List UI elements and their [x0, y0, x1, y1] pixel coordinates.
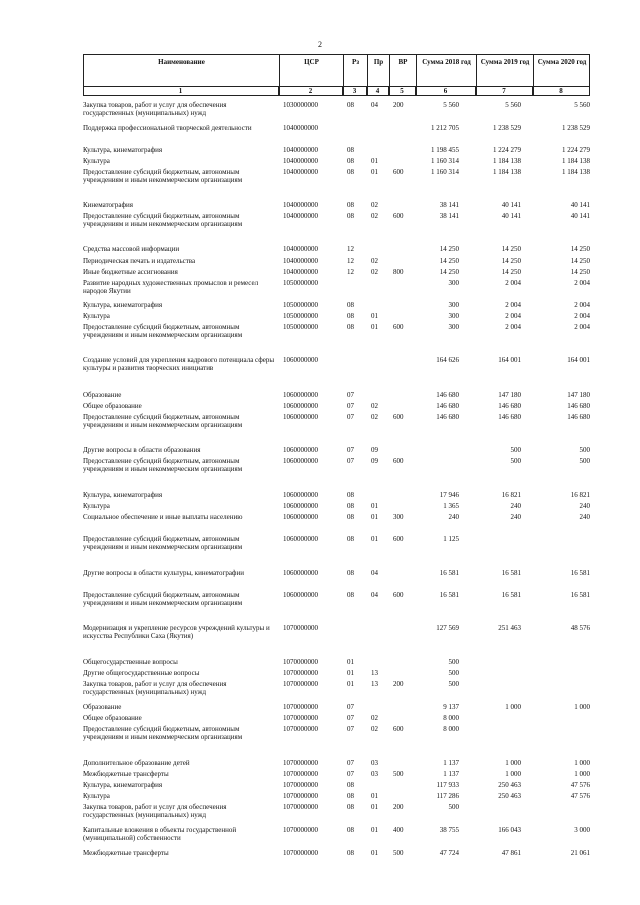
row-pr: 13	[371, 669, 378, 677]
row-rz: 08	[347, 301, 354, 309]
header-number: 2	[278, 87, 342, 96]
row-sum-2018: 164 626	[436, 356, 459, 364]
row-sum-2019: 2 004	[505, 301, 521, 309]
row-vr: 300	[393, 513, 404, 521]
row-rz: 07	[347, 770, 354, 778]
row-sum-2018: 38 755	[439, 826, 459, 834]
header-number: 8	[532, 87, 589, 96]
row-name: Культура	[83, 157, 110, 165]
header-sum-2020: Сумма 2020 год	[533, 55, 590, 95]
row-sum-2018: 127 569	[436, 624, 459, 632]
row-csr: 1070000000	[283, 759, 318, 767]
row-sum-2020: 14 250	[570, 245, 590, 253]
row-sum-2018: 14 250	[439, 245, 459, 253]
row-csr: 1040000000	[283, 268, 318, 276]
row-sum-2018: 38 141	[439, 212, 459, 220]
row-csr: 1060000000	[283, 513, 318, 521]
row-sum-2018: 14 250	[439, 268, 459, 276]
row-name: Другие общегосударственные вопросы	[83, 669, 200, 677]
row-pr: 02	[371, 201, 378, 209]
row-csr: 1070000000	[283, 826, 318, 834]
row-sum-2020: 2 004	[574, 301, 590, 309]
row-sum-2019: 1 000	[505, 770, 521, 778]
header-csr: ЦСР	[279, 55, 343, 95]
row-rz: 08	[347, 491, 354, 499]
row-sum-2018: 500	[448, 803, 459, 811]
row-sum-2019: 47 861	[501, 849, 521, 857]
row-sum-2020: 147 180	[567, 391, 590, 399]
header-number: 1	[178, 87, 183, 95]
row-vr: 600	[393, 591, 404, 599]
row-sum-2019: 16 821	[501, 491, 521, 499]
row-csr: 1070000000	[283, 781, 318, 789]
row-csr: 1060000000	[283, 569, 318, 577]
header-number: 7	[475, 87, 532, 96]
row-rz: 08	[347, 535, 354, 543]
row-csr: 1040000000	[283, 245, 318, 253]
row-pr: 02	[371, 402, 378, 410]
row-sum-2018: 1 137	[443, 770, 459, 778]
row-sum-2020: 40 141	[570, 212, 590, 220]
row-name: Дополнительное образование детей	[83, 759, 190, 767]
row-name: Предоставление субсидий бюджетным, автономным учреждениям и иным некоммерческим организациям	[83, 413, 243, 429]
row-pr: 01	[371, 792, 378, 800]
row-csr: 1060000000	[283, 356, 318, 364]
row-pr: 03	[371, 770, 378, 778]
row-sum-2020: 16 581	[570, 591, 590, 599]
row-rz: 08	[347, 513, 354, 521]
row-sum-2018: 1 212 705	[431, 124, 459, 132]
row-rz: 07	[347, 703, 354, 711]
row-sum-2018: 117 933	[436, 781, 459, 789]
row-sum-2020: 21 061	[570, 849, 590, 857]
row-name: Общегосударственные вопросы	[83, 658, 178, 666]
row-sum-2019: 2 004	[505, 279, 521, 287]
row-csr: 1070000000	[283, 703, 318, 711]
row-sum-2020: 1 224 279	[562, 146, 590, 154]
row-sum-2019: 1 184 138	[493, 168, 521, 176]
row-sum-2018: 1 160 314	[431, 168, 459, 176]
row-csr: 1050000000	[283, 312, 318, 320]
row-sum-2020: 1 000	[574, 770, 590, 778]
row-name: Иные бюджетные ассигнования	[83, 268, 178, 276]
row-csr: 1040000000	[283, 212, 318, 220]
row-csr: 1040000000	[283, 168, 318, 176]
row-sum-2019: 1 184 138	[493, 157, 521, 165]
row-sum-2018: 1 160 314	[431, 157, 459, 165]
row-name: Создание условий для укрепления кадрового потенциала сферы культуры и развития творческих инициатив	[83, 356, 275, 372]
row-csr: 1050000000	[283, 279, 318, 287]
row-sum-2020: 2 004	[574, 323, 590, 331]
row-name: Культура	[83, 312, 110, 320]
row-rz: 08	[347, 826, 354, 834]
row-csr: 1040000000	[283, 124, 318, 132]
row-name: Другие вопросы в области культуры, кинематографии	[83, 569, 244, 577]
row-csr: 1070000000	[283, 770, 318, 778]
row-csr: 1070000000	[283, 803, 318, 811]
row-sum-2018: 240	[448, 513, 459, 521]
row-rz: 08	[347, 502, 354, 510]
row-csr: 1070000000	[283, 849, 318, 857]
row-name: Предоставление субсидий бюджетным, автономным учреждениям и иным некоммерческим организациям	[83, 168, 243, 184]
row-rz: 12	[347, 257, 354, 265]
row-pr: 01	[371, 168, 378, 176]
row-sum-2019: 1 000	[505, 759, 521, 767]
row-sum-2018: 47 724	[439, 849, 459, 857]
row-rz: 08	[347, 168, 354, 176]
row-vr: 600	[393, 413, 404, 421]
row-sum-2019: 16 581	[501, 591, 521, 599]
row-vr: 600	[393, 725, 404, 733]
row-sum-2019: 2 004	[505, 312, 521, 320]
row-name: Кинематография	[83, 201, 134, 209]
row-sum-2020: 3 000	[574, 826, 590, 834]
row-sum-2019: 1 000	[505, 703, 521, 711]
row-sum-2018: 146 680	[436, 391, 459, 399]
row-csr: 1070000000	[283, 658, 318, 666]
row-vr: 500	[393, 770, 404, 778]
row-pr: 02	[371, 268, 378, 276]
row-name: Культура, кинематография	[83, 491, 163, 499]
row-sum-2020: 146 680	[567, 413, 590, 421]
row-name: Модернизация и укрепление ресурсов учреждений культуры и искусства Республики Саха (Якутия)	[83, 624, 270, 640]
row-sum-2018: 8 000	[443, 725, 459, 733]
header-rz: Рз	[343, 55, 367, 95]
row-name: Предоставление субсидий бюджетным, автономным учреждениям и иным некоммерческим организациям	[83, 725, 243, 741]
row-name: Культура	[83, 502, 110, 510]
row-name: Культура, кинематография	[83, 781, 163, 789]
row-csr: 1060000000	[283, 391, 318, 399]
row-pr: 09	[371, 446, 378, 454]
row-sum-2020: 14 250	[570, 257, 590, 265]
row-vr: 600	[393, 168, 404, 176]
row-sum-2018: 38 141	[439, 201, 459, 209]
row-name: Капитальные вложения в объекты государственной (муниципальной) собственности	[83, 826, 237, 842]
row-sum-2020: 47 576	[570, 792, 590, 800]
row-name: Закупка товаров, работ и услуг для обеспечения государственных (муниципальных) нужд	[83, 803, 227, 819]
row-sum-2019: 147 180	[498, 391, 521, 399]
row-name: Образование	[83, 391, 122, 399]
row-name: Другие вопросы в области образования	[83, 446, 201, 454]
header-sum-2019: Сумма 2019 год	[476, 55, 533, 95]
row-sum-2018: 14 250	[439, 257, 459, 265]
row-pr: 01	[371, 157, 378, 165]
row-name: Социальное обеспечение и иные выплаты населению	[83, 513, 243, 521]
row-rz: 08	[347, 849, 354, 857]
row-sum-2018: 16 581	[439, 591, 459, 599]
row-sum-2020: 1 000	[574, 759, 590, 767]
row-pr: 02	[371, 725, 378, 733]
row-sum-2020: 500	[579, 457, 590, 465]
row-rz: 08	[347, 591, 354, 599]
row-name: Образование	[83, 703, 122, 711]
row-sum-2019: 16 581	[501, 569, 521, 577]
row-rz: 08	[347, 312, 354, 320]
row-rz: 08	[347, 201, 354, 209]
row-sum-2020: 14 250	[570, 268, 590, 276]
row-csr: 1050000000	[283, 323, 318, 331]
row-csr: 1060000000	[283, 413, 318, 421]
row-rz: 01	[347, 669, 354, 677]
row-csr: 1060000000	[283, 535, 318, 543]
row-rz: 08	[347, 212, 354, 220]
row-rz: 12	[347, 245, 354, 253]
row-sum-2018: 146 680	[436, 413, 459, 421]
row-rz: 08	[347, 792, 354, 800]
row-sum-2020: 40 141	[570, 201, 590, 209]
row-vr: 600	[393, 212, 404, 220]
row-name: Культура, кинематография	[83, 146, 163, 154]
row-csr: 1070000000	[283, 624, 318, 632]
row-name: Закупка товаров, работ и услуг для обеспечения государственных (муниципальных) нужд	[83, 680, 227, 696]
row-sum-2018: 500	[448, 669, 459, 677]
row-pr: 01	[371, 803, 378, 811]
row-pr: 02	[371, 212, 378, 220]
row-name: Межбюджетные трансферты	[83, 849, 169, 857]
row-sum-2018: 9 137	[443, 703, 459, 711]
row-name: Предоставление субсидий бюджетным, автономным учреждениям и иным некоммерческим организациям	[83, 591, 243, 607]
row-pr: 01	[371, 826, 378, 834]
row-sum-2019: 251 463	[498, 624, 521, 632]
row-sum-2020: 240	[579, 502, 590, 510]
row-csr: 1070000000	[283, 792, 318, 800]
row-pr: 02	[371, 257, 378, 265]
row-name: Периодическая печать и издательства	[83, 257, 196, 265]
row-rz: 07	[347, 714, 354, 722]
row-name: Предоставление субсидий бюджетным, автономным учреждениям и иным некоммерческим организациям	[83, 212, 243, 228]
row-sum-2019: 40 141	[501, 201, 521, 209]
row-sum-2018: 500	[448, 658, 459, 666]
row-pr: 01	[371, 513, 378, 521]
row-rz: 07	[347, 457, 354, 465]
row-rz: 07	[347, 446, 354, 454]
header-number: 5	[388, 87, 415, 96]
row-rz: 08	[347, 146, 354, 154]
row-csr: 1060000000	[283, 502, 318, 510]
row-rz: 07	[347, 725, 354, 733]
row-csr: 1060000000	[283, 591, 318, 599]
row-sum-2019: 40 141	[501, 212, 521, 220]
row-name: Предоставление субсидий бюджетным, автономным учреждениям и иным некоммерческим организациям	[83, 457, 243, 473]
row-rz: 01	[347, 680, 354, 688]
row-rz: 07	[347, 391, 354, 399]
row-sum-2019: 14 250	[501, 268, 521, 276]
row-name: Развитие народных художественных промыслов и ремесел народов Якутии	[83, 279, 259, 295]
row-csr: 1040000000	[283, 201, 318, 209]
row-sum-2019: 1 238 529	[493, 124, 521, 132]
row-csr: 1060000000	[283, 446, 318, 454]
row-name: Межбюджетные трансферты	[83, 770, 169, 778]
row-name: Средства массовой информации	[83, 245, 180, 253]
row-sum-2019: 240	[510, 502, 521, 510]
row-pr: 03	[371, 759, 378, 767]
row-sum-2019: 5 560	[505, 101, 521, 109]
row-pr: 02	[371, 714, 378, 722]
row-sum-2018: 1 125	[443, 535, 459, 543]
row-sum-2020: 16 821	[570, 491, 590, 499]
row-pr: 13	[371, 680, 378, 688]
row-name: Культура, кинематография	[83, 301, 163, 309]
row-pr: 04	[371, 591, 378, 599]
row-name: Общее образование	[83, 714, 142, 722]
row-rz: 08	[347, 157, 354, 165]
row-vr: 200	[393, 680, 404, 688]
row-vr: 500	[393, 849, 404, 857]
header-name: Наименование	[158, 58, 205, 66]
header-sum-2018: Сумма 2018 год	[416, 55, 476, 95]
row-sum-2020: 1 184 138	[562, 168, 590, 176]
row-pr: 01	[371, 502, 378, 510]
row-rz: 08	[347, 803, 354, 811]
row-sum-2018: 5 560	[443, 101, 459, 109]
header-pr: Пр	[367, 55, 389, 95]
row-rz: 01	[347, 658, 354, 666]
row-sum-2019: 500	[510, 457, 521, 465]
row-vr: 800	[393, 268, 404, 276]
row-rz: 08	[347, 569, 354, 577]
table-header-numbers	[83, 86, 590, 96]
row-sum-2020: 164 001	[567, 356, 590, 364]
header-number: 6	[415, 87, 475, 96]
row-rz: 07	[347, 759, 354, 767]
row-csr: 1040000000	[283, 157, 318, 165]
row-pr: 04	[371, 569, 378, 577]
header-number: 3	[342, 87, 366, 96]
row-csr: 1030000000	[283, 101, 318, 109]
row-csr: 1060000000	[283, 457, 318, 465]
header-vr: ВР	[389, 55, 416, 95]
row-pr: 01	[371, 535, 378, 543]
row-sum-2019: 146 680	[498, 413, 521, 421]
row-sum-2020: 48 576	[570, 624, 590, 632]
row-csr: 1070000000	[283, 680, 318, 688]
row-sum-2018: 117 286	[436, 792, 459, 800]
row-rz: 07	[347, 413, 354, 421]
row-sum-2019: 250 463	[498, 781, 521, 789]
row-csr: 1050000000	[283, 301, 318, 309]
row-sum-2019: 2 004	[505, 323, 521, 331]
row-sum-2020: 1 184 138	[562, 157, 590, 165]
row-sum-2018: 300	[448, 323, 459, 331]
row-sum-2020: 240	[579, 513, 590, 521]
row-sum-2019: 500	[510, 446, 521, 454]
row-csr: 1040000000	[283, 146, 318, 154]
row-rz: 08	[347, 323, 354, 331]
row-sum-2020: 16 581	[570, 569, 590, 577]
row-sum-2018: 1 365	[443, 502, 459, 510]
row-sum-2019: 250 463	[498, 792, 521, 800]
row-rz: 12	[347, 268, 354, 276]
row-sum-2018: 300	[448, 312, 459, 320]
row-csr: 1070000000	[283, 725, 318, 733]
row-sum-2020: 146 680	[567, 402, 590, 410]
row-sum-2019: 14 250	[501, 245, 521, 253]
row-name: Предоставление субсидий бюджетным, автономным учреждениям и иным некоммерческим организациям	[83, 535, 243, 551]
row-sum-2019: 164 001	[498, 356, 521, 364]
row-sum-2020: 500	[579, 446, 590, 454]
row-rz: 08	[347, 101, 354, 109]
row-sum-2018: 16 581	[439, 569, 459, 577]
row-csr: 1070000000	[283, 714, 318, 722]
row-sum-2019: 240	[510, 513, 521, 521]
row-sum-2019: 1 224 279	[493, 146, 521, 154]
row-sum-2020: 1 000	[574, 703, 590, 711]
row-sum-2020: 1 238 529	[562, 124, 590, 132]
row-name: Поддержка профессиональной творческой деятельности	[83, 124, 252, 132]
row-sum-2020: 2 004	[574, 312, 590, 320]
row-csr: 1060000000	[283, 491, 318, 499]
row-pr: 01	[371, 849, 378, 857]
row-vr: 200	[393, 101, 404, 109]
row-pr: 02	[371, 413, 378, 421]
row-sum-2018: 1 198 455	[431, 146, 459, 154]
row-csr: 1040000000	[283, 257, 318, 265]
row-rz: 07	[347, 402, 354, 410]
row-sum-2019: 146 680	[498, 402, 521, 410]
row-sum-2020: 5 560	[574, 101, 590, 109]
row-rz: 08	[347, 781, 354, 789]
row-sum-2018: 17 946	[439, 491, 459, 499]
row-pr: 01	[371, 312, 378, 320]
row-sum-2020: 47 576	[570, 781, 590, 789]
header-number: 4	[366, 87, 388, 96]
row-name: Предоставление субсидий бюджетным, автономным учреждениям и иным некоммерческим организациям	[83, 323, 243, 339]
row-sum-2018: 500	[448, 680, 459, 688]
row-sum-2018: 300	[448, 301, 459, 309]
row-vr: 600	[393, 323, 404, 331]
row-sum-2019: 14 250	[501, 257, 521, 265]
row-vr: 600	[393, 457, 404, 465]
row-sum-2018: 300	[448, 279, 459, 287]
row-name: Культура	[83, 792, 110, 800]
row-vr: 200	[393, 803, 404, 811]
row-sum-2018: 8 000	[443, 714, 459, 722]
row-csr: 1060000000	[283, 402, 318, 410]
row-pr: 09	[371, 457, 378, 465]
row-csr: 1070000000	[283, 669, 318, 677]
row-name: Общее образование	[83, 402, 142, 410]
row-sum-2020: 2 004	[574, 279, 590, 287]
row-pr: 01	[371, 323, 378, 331]
row-sum-2018: 1 137	[443, 759, 459, 767]
row-pr: 04	[371, 101, 378, 109]
row-sum-2018: 146 680	[436, 402, 459, 410]
row-name: Закупка товаров, работ и услуг для обеспечения государственных (муниципальных) нужд	[83, 101, 227, 117]
row-vr: 400	[393, 826, 404, 834]
row-sum-2019: 166 043	[498, 826, 521, 834]
row-vr: 600	[393, 535, 404, 543]
page-number: 2	[318, 40, 322, 49]
